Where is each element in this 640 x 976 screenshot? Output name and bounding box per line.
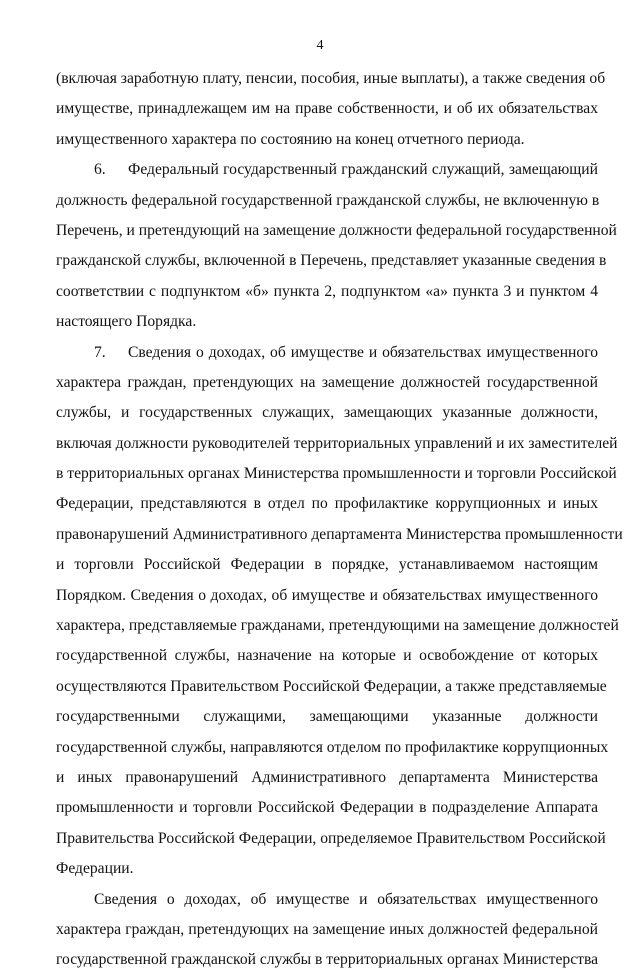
text-line [56,338,598,368]
text-line: государственной службы, направляются отделом по профилактике коррупционных [56,738,609,756]
paragraph-item-6 [56,155,617,337]
item-number: 6. [94,161,106,179]
text-line-content: Сведения о доходах, об имуществе и обязательствах имущественного [128,343,598,361]
text-line: включая должности руководителей территориальных управлений и их заместителей [56,434,618,452]
text-line: Федерации, представляются в отдел по профилактике коррупционных и иных [56,495,598,513]
paragraph-item-7 [56,338,623,885]
text-line: соответствии с подпунктом «б» пункта 2, подпунктом «а» пункта 3 и пунктом 4 [56,282,598,300]
text-line: гражданской службы, включенной в Перечень, представляет указанные сведения в [56,252,607,270]
text-line: имущественного характера по состоянию на конец отчетного периода. [56,130,525,148]
paragraph-continuation [56,64,606,155]
text-line: и торговли Российской Федерации в порядке, устанавливаемом настоящим [56,556,598,574]
page-number: 4 [316,38,324,53]
text-line: Перечень, и претендующий на замещение должности федеральной государственной [56,221,617,239]
text-line: характера граждан, претендующих на замещение должностей государственной [56,373,598,391]
text-line: государственной гражданской службы в территориальных органах Министерства [56,951,599,969]
text-line: Порядком. Сведения о доходах, об имуществе и обязательствах имущественного [56,586,598,604]
text-line: службы, и государственных служащих, замещающих указанные должности, [56,404,598,422]
text-line: характера граждан, претендующих на замещение иных должностей федеральной [56,920,598,938]
text-line: осуществляются Правительством Российской Федерации, а также представляемые [56,677,607,695]
text-line: правонарушений Административного департамента Министерства промышленности [56,525,623,543]
text-line: должность федеральной государственной гражданской службы, не включенную в [56,191,600,209]
document-body [56,64,623,976]
text-line: Федерации. [56,860,134,878]
text-line: в территориальных органах Министерства промышленности и торговли Российской [56,465,617,483]
item-number: 7. [94,343,106,361]
paragraph-next [56,885,598,976]
text-line: Правительства Российской Федерации, определяемое Правительством Российской [56,829,606,847]
text-line: настоящего Порядка. [56,313,197,331]
text-line: имуществе, принадлежащем им на праве собственности, и об их обязательствах [56,100,598,118]
text-line: характера, представляемые гражданами, претендующими на замещение должностей [56,617,619,635]
text-line: государственными служащими, замещающими указанные должности [56,708,598,726]
text-line-content: Федеральный государственный гражданский служащий, замещающий [128,161,598,179]
text-line: государственной службы, назначение на которые и освобождение от которых [56,647,598,665]
text-line: Сведения о доходах, об имуществе и обязательствах имущественного [94,890,598,908]
text-line: и иных правонарушений Административного департамента Министерства [56,768,598,786]
text-line: (включая заработную плату, пенсии, пособия, иные выплаты), а также сведения об [56,70,606,87]
text-line [56,155,598,185]
text-line: промышленности и торговли Российской Федерации в подразделение Аппарата [56,799,598,817]
